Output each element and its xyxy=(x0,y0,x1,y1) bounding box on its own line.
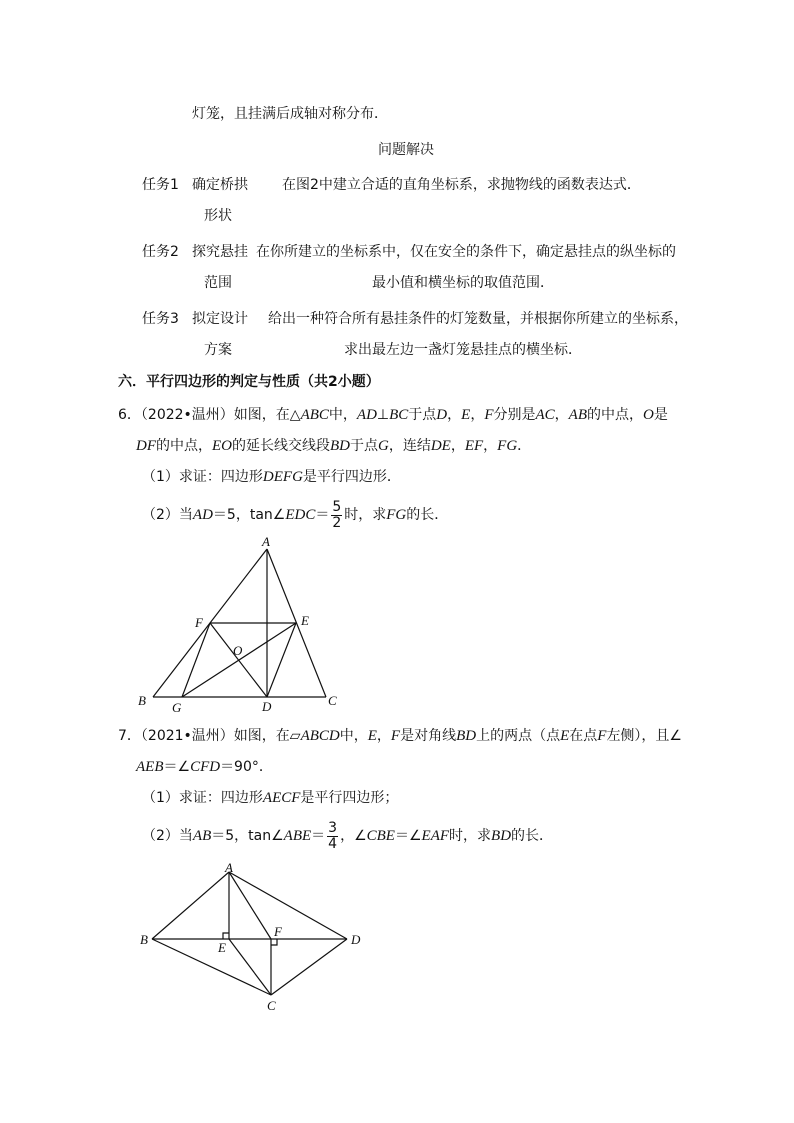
task-name: 拟定设计 xyxy=(192,311,248,327)
point-label-a: A xyxy=(262,535,270,549)
q6-line-2: DF的中点，EO的延长线交线段BD于点G，连结DE，EF，FG． xyxy=(136,438,532,454)
point-label-c: C xyxy=(328,693,337,708)
q7-line-2: AEB＝∠CFD＝90°． xyxy=(136,759,273,775)
segment-ad xyxy=(229,872,347,939)
q7-figure xyxy=(130,860,370,1020)
task-label: 任务3 xyxy=(142,311,179,327)
segment-af xyxy=(229,872,271,939)
task-name-cont: 方案 xyxy=(204,342,232,358)
segment-ed xyxy=(267,623,296,697)
point-label-o: O xyxy=(233,643,243,658)
right-angle-f xyxy=(271,939,277,945)
task-desc: 在你所建立的坐标系中，仅在安全的条件下，确定悬挂点的纵坐标的 xyxy=(256,244,676,260)
task-desc-cont: 求出最左边一盏灯笼悬挂点的横坐标． xyxy=(344,342,582,358)
q7-fraction: $\frac{3}{4}$ xyxy=(328,819,338,852)
q6-line-1: 6．（2022•温州）如图，在△ABC中，AD⊥BC于点D，E，F分别是AC，AB的中点，O是 xyxy=(118,407,668,423)
point-label-d: D xyxy=(351,932,361,947)
task-label: 任务2 xyxy=(142,244,179,260)
segment-dc xyxy=(271,939,347,995)
q6-source: 6．（2022•温州） xyxy=(118,407,234,423)
section-heading-problem-solving: 问题解决 xyxy=(378,142,434,158)
task-desc: 给出一种符合所有悬挂条件的灯笼数量，并根据你所建立的坐标系， xyxy=(268,311,688,327)
point-label-e: E xyxy=(218,940,226,955)
q7-part-1: （1）求证：四边形AECF是平行四边形； xyxy=(142,790,399,806)
task-name: 探究悬挂 xyxy=(192,244,248,260)
segment-ab xyxy=(152,872,229,939)
point-label-f: F xyxy=(274,924,282,939)
q7-line-1: 7．（2021•温州）如图，在▱ABCD中，E，F是对角线BD上的两点（点E在点F左侧），且∠ xyxy=(118,728,682,744)
section-title: 六．平行四边形的判定与性质（共2小题） xyxy=(118,374,380,390)
point-label-c: C xyxy=(267,998,276,1013)
point-label-g: G xyxy=(172,700,182,715)
q6-figure xyxy=(130,535,350,715)
q7-source: 7．（2021•温州） xyxy=(118,728,234,744)
point-label-d: D xyxy=(262,699,272,714)
segment-eg xyxy=(182,623,296,697)
segment-fg xyxy=(182,623,210,697)
q6-part-2: （2）当AD＝5，tan∠EDC＝ $\frac{5}{2}$ 时，求FG的长． xyxy=(142,498,449,531)
task-name: 确定桥拱 xyxy=(192,177,248,193)
point-label-a: A xyxy=(225,860,233,875)
point-label-b: B xyxy=(140,932,148,947)
q6-fraction: $\frac{5}{2}$ xyxy=(332,498,342,531)
point-label-e: E xyxy=(301,613,309,628)
segment-bc xyxy=(152,939,271,995)
task-label: 任务1 xyxy=(142,177,179,193)
task-name-cont: 形状 xyxy=(204,208,232,224)
task-name-cont: 范围 xyxy=(204,275,232,291)
point-label-f: F xyxy=(195,615,203,630)
task-desc: 在图2中建立合适的直角坐标系，求抛物线的函数表达式． xyxy=(282,177,641,193)
point-label-b: B xyxy=(138,693,146,708)
segment-ec xyxy=(229,939,271,995)
q7-part-2: （2）当AB＝5，tan∠ABE＝ $\frac{3}{4}$ ，∠CBE＝∠EAF时，求BD的长． xyxy=(142,819,554,852)
intro-line: 灯笼，且挂满后成轴对称分布． xyxy=(192,106,388,122)
task-desc-cont: 最小值和横坐标的取值范围． xyxy=(372,275,554,291)
q6-part-1: （1）求证：四边形DEFG是平行四边形． xyxy=(142,469,401,485)
right-angle-e xyxy=(223,933,229,939)
